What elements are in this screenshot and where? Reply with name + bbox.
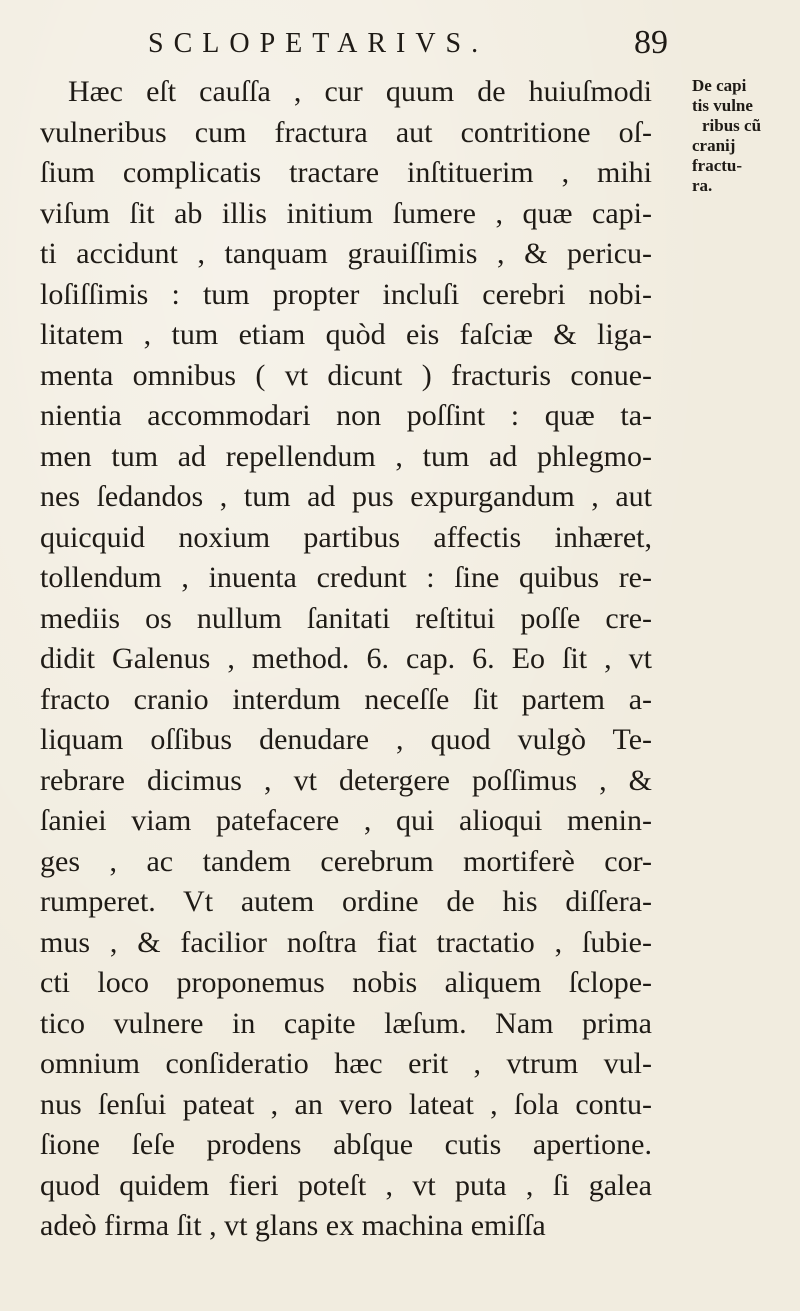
text-line: vulneribus cum fractura aut contritione oſ- bbox=[40, 115, 652, 149]
text-line: liquam oſſibus denudare , quod vulgò Te- bbox=[40, 723, 652, 756]
text-line: quod quidem fieri poteſt , vt puta , ſi galea bbox=[40, 1168, 652, 1202]
text-line: rebrare dicimus , vt detergere poſſimus , & bbox=[40, 763, 652, 797]
text-line: adeò firma ſit , vt glans ex machina emiſſa bbox=[40, 1209, 546, 1242]
margin-note-line: ribus cũ bbox=[702, 116, 762, 135]
text-line: tollendum , inuenta credunt : ſine quibus re- bbox=[40, 561, 652, 594]
margin-note-line: cranij bbox=[692, 136, 736, 155]
text-line: ti accidunt , tanquam grauiſſimis , & pericu- bbox=[40, 237, 652, 270]
text-line: cti loco proponemus nobis aliquem ſclope- bbox=[40, 966, 652, 999]
text-line: litatem , tum etiam quòd eis faſciæ & liga- bbox=[40, 318, 652, 351]
text-line: nientia accommodari non poſſint : quæ ta- bbox=[40, 399, 652, 432]
text-line: tico vulnere in capite læſum. Nam prima bbox=[40, 1006, 652, 1040]
text-line: Hæc eſt cauſſa , cur quum de huiuſmodi bbox=[68, 75, 652, 108]
body-text bbox=[40, 72, 652, 1247]
text-line: loſiſſimis : tum propter incluſi cerebri nobi- bbox=[40, 277, 652, 311]
margin-note-line: ra. bbox=[692, 176, 713, 195]
text-line: didit Galenus , method. 6. cap. 6. Eo ſit , vt bbox=[40, 642, 652, 675]
text-line: fracto cranio interdum neceſſe ſit partem a- bbox=[40, 682, 652, 716]
text-line: men tum ad repellendum , tum ad phlegmo- bbox=[40, 439, 652, 473]
running-head bbox=[148, 22, 668, 66]
text-line: ſione ſeſe prodens abſque cutis apertione. bbox=[40, 1128, 652, 1161]
margin-note bbox=[692, 76, 792, 196]
text-line: mediis os nullum ſanitati reſtitui poſſe cre- bbox=[40, 601, 652, 635]
text-line: quicquid noxium partibus affectis inhæret, bbox=[40, 520, 652, 554]
page-number: 89 bbox=[634, 24, 668, 61]
text-line: omnium conſideratio hæc erit , vtrum vul- bbox=[40, 1047, 652, 1080]
text-line: nus ſenſui pateat , an vero lateat , ſola contu- bbox=[40, 1087, 652, 1121]
text-line: mus , & facilior noſtra fiat tractatio , ſubie- bbox=[40, 925, 652, 959]
running-title: SCLOPETARIVS. bbox=[148, 28, 489, 59]
text-line: ſium complicatis tractare inſtituerim , mihi bbox=[40, 156, 652, 189]
text-line: nes ſedandos , tum ad pus expurgandum , aut bbox=[40, 480, 652, 513]
text-line: menta omnibus ( vt dicunt ) fracturis conue- bbox=[40, 358, 652, 392]
text-line: viſum ſit ab illis initium ſumere , quæ capi- bbox=[40, 196, 652, 230]
margin-note-line: fractu- bbox=[692, 156, 743, 175]
margin-note-line: tis vulne bbox=[692, 96, 753, 115]
text-line: ſaniei viam patefacere , qui alioqui menin- bbox=[40, 804, 652, 837]
text-line: rumperet. Vt autem ordine de his diſſera- bbox=[40, 885, 652, 918]
text-line: ges , ac tandem cerebrum mortiferè cor- bbox=[40, 844, 652, 878]
margin-note-line: De capi bbox=[692, 76, 747, 95]
